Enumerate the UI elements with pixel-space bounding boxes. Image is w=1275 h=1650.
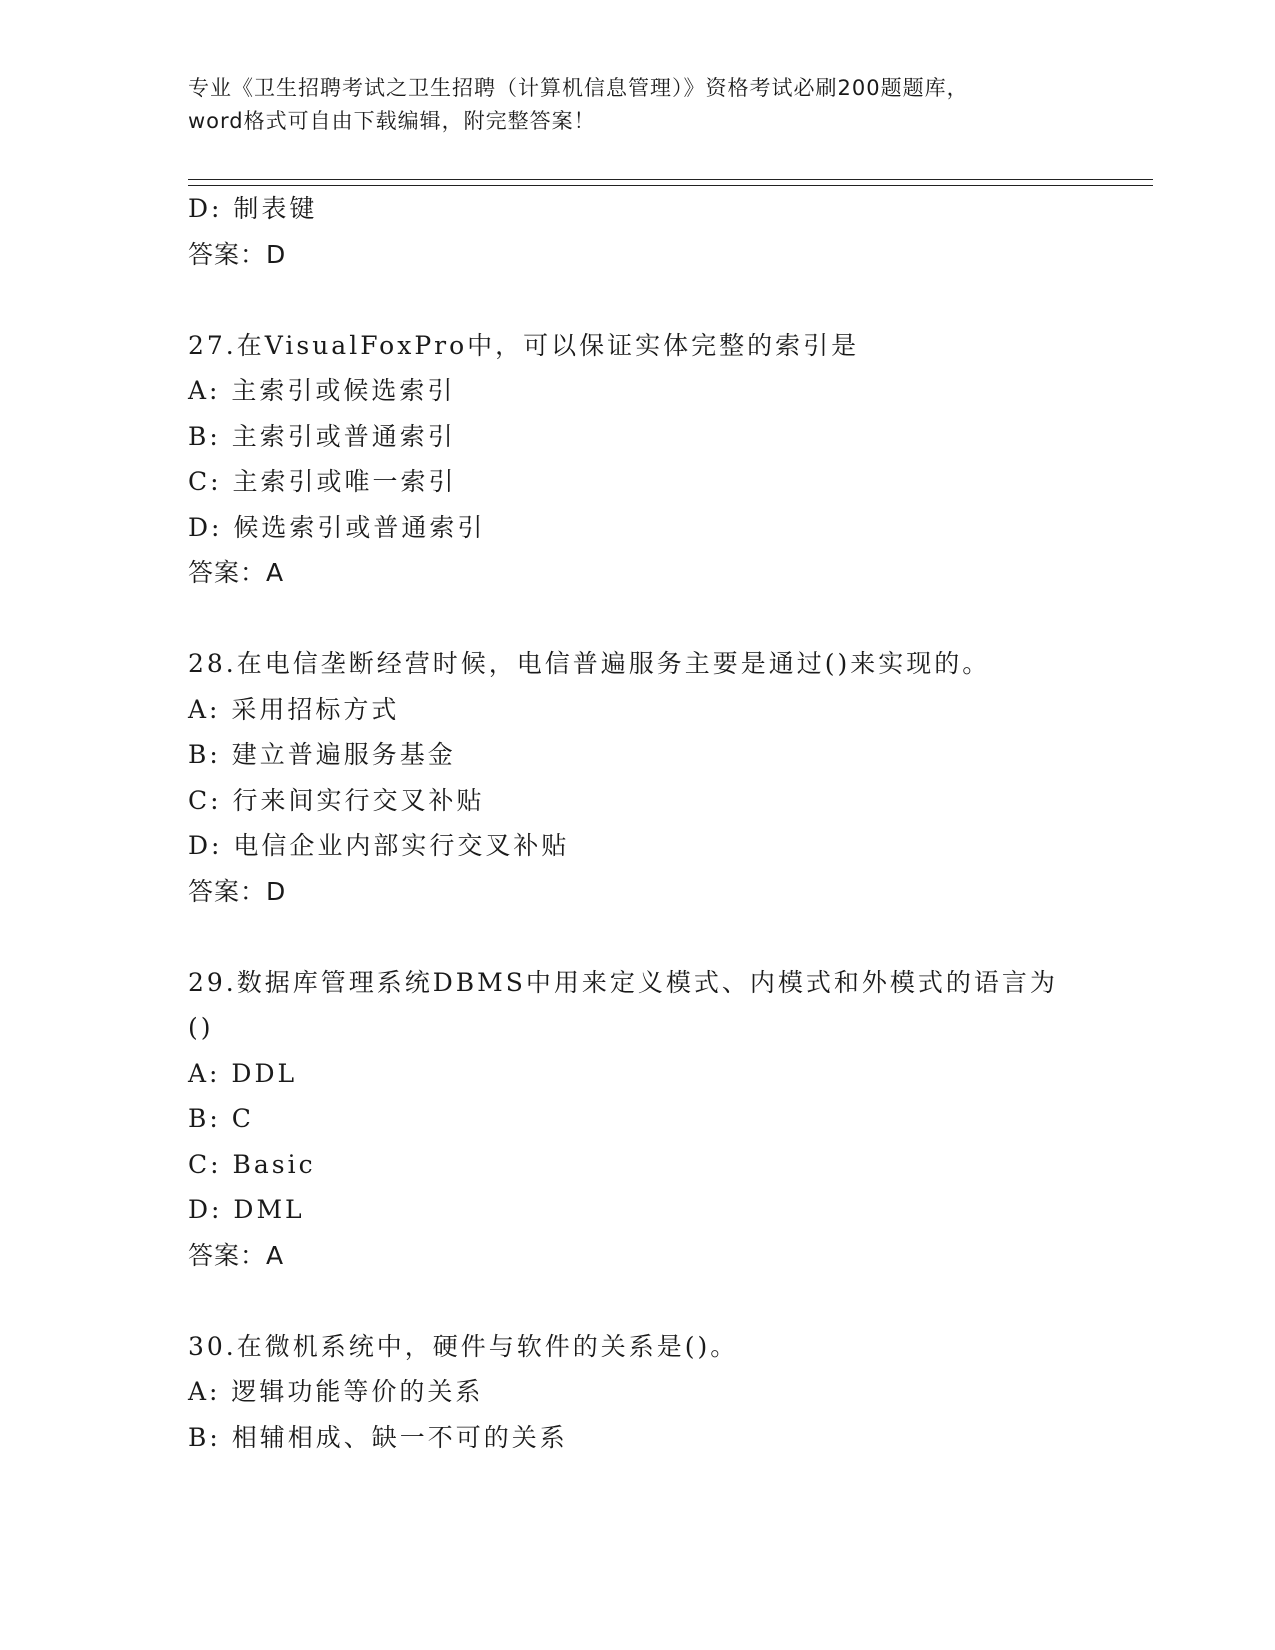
option-d: D: DML (188, 1195, 305, 1224)
option-a: A: DDL (188, 1058, 298, 1088)
document-header (188, 72, 1088, 138)
option-b: B: C (188, 1104, 254, 1133)
question-27 (188, 323, 1153, 596)
option-a: A: 逻辑功能等价的关系 (188, 1377, 484, 1406)
option-d: D: 电信企业内部实行交叉补贴 (188, 831, 570, 860)
spacer (188, 1278, 1153, 1324)
spacer (188, 596, 1153, 642)
option-d: D: 制表键 (188, 194, 318, 223)
answer-line: 答案：A (188, 558, 285, 587)
option-c: C: 行来间实行交叉补贴 (188, 785, 485, 815)
question-30 (188, 1324, 1153, 1461)
option-d: D: 候选索引或普通索引 (188, 512, 486, 542)
option-b: B: 建立普遍服务基金 (188, 740, 456, 769)
question-28 (188, 641, 1153, 914)
question-stem: 27.在VisualFoxPro中，可以保证实体完整的索引是 (188, 330, 860, 360)
header-divider-top (188, 179, 1153, 180)
question-stem-continuation: () (188, 1013, 214, 1042)
option-b: B: 相辅相成、缺一不可的关系 (188, 1422, 568, 1452)
answer-line: 答案：D (188, 876, 287, 906)
option-a: A: 主索引或候选索引 (188, 376, 456, 405)
question-stem: 28.在电信垄断经营时候，电信普遍服务主要是通过()来实现的。 (188, 649, 991, 678)
option-c: C: 主索引或唯一索引 (188, 467, 457, 496)
answer-line: 答案：D (188, 239, 287, 269)
question-29 (188, 960, 1153, 1279)
question-list (188, 186, 1153, 1460)
option-c: C: Basic (188, 1149, 316, 1179)
option-a: A: 采用招标方式 (188, 694, 400, 724)
header-title-line-1: 专业《卫生招聘考试之卫生招聘（计算机信息管理）》资格考试必刷200题题库， (188, 76, 969, 100)
answer-line: 答案：A (188, 1240, 285, 1270)
header-title-line-2: word格式可自由下载编辑，附完整答案！ (188, 109, 596, 133)
question-stem: 30.在微机系统中，硬件与软件的关系是()。 (188, 1331, 739, 1361)
question-stem: 29.数据库管理系统DBMS中用来定义模式、内模式和外模式的语言为 (188, 967, 1058, 997)
spacer (188, 914, 1153, 960)
option-b: B: 主索引或普通索引 (188, 421, 456, 451)
spacer (188, 277, 1153, 323)
